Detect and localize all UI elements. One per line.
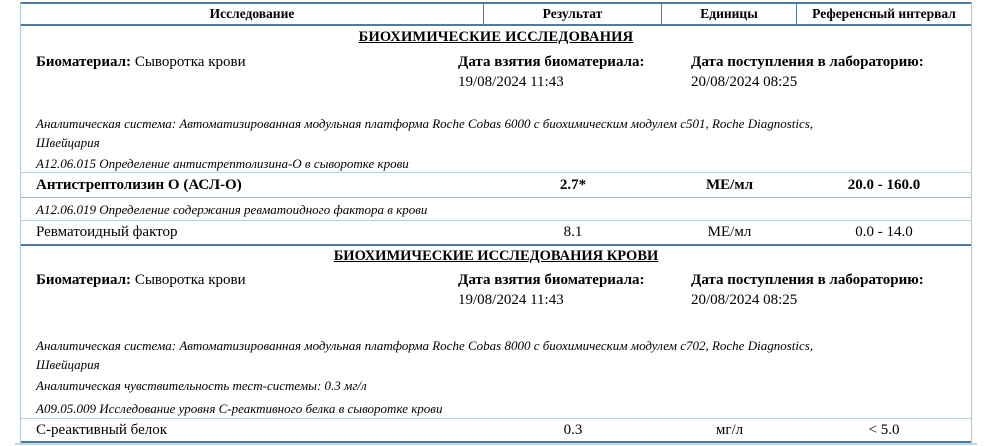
analytic-system-line2: Швейцария [36,135,100,150]
collection-date-label: Дата взятия биоматериала: [458,54,645,70]
table-header-row [21,2,971,26]
empty-cell [21,72,443,92]
test-row-aslo [21,172,971,198]
test-result: 2.7* [559,176,587,193]
test-name: Ревматоидный фактор [36,224,178,240]
test-units: МЕ/мл [706,176,753,193]
next-row-edge [15,443,977,445]
column-header-reference: Референсный интервал [812,6,956,21]
analytic-system-line2: Швейцария [36,357,100,372]
analytic-sensitivity-note: Аналитическая чувствительность тест-системы: 0.3 мг/л [36,378,367,393]
test-reference: 20.0 - 160.0 [847,176,921,193]
test-method-code: А09.05.009 Исследование уровня С-реактивного белка в сыворотке крови [36,401,443,416]
received-date-label: Дата поступления в лабораторию: [691,272,924,288]
biomaterial-row-values [21,290,971,310]
section-title-biochemistry [21,26,971,48]
biomaterial-row-values [21,72,971,92]
biomaterial-cell [21,270,443,290]
collection-date-label: Дата взятия биоматериала: [458,272,645,288]
column-header-units: Единицы [662,4,797,24]
column-header-study: Исследование [21,4,484,24]
test-result: 8.1 [563,224,583,240]
biomaterial-value: Сыворотка крови [134,272,246,288]
test-method-code: А12.06.019 Определение содержания ревматоидного фактора в крови [21,198,971,221]
biomaterial-cell [21,52,443,72]
test-reference: 0.0 - 14.0 [855,224,913,240]
analytic-system-line1: Аналитическая система: Автоматизированная модульная платформа Roche Cobas 8000 с биохимическим модулем c702, Roche Diagnostics, [36,338,814,353]
section-title-biochemistry-blood [21,246,971,266]
received-date-label: Дата поступления в лабораторию: [691,54,924,70]
biomaterial-value: Сыворотка крови [134,54,246,70]
biomaterial-label: Биоматериал: [36,272,132,288]
received-date-value: 20/08/2024 08:25 [691,292,798,308]
test-method-code: А12.06.015 Определение антистрептолизина-О в сыворотке крови [36,156,409,171]
test-row-c-reactive-protein [21,418,971,441]
results-table [20,2,972,443]
test-name: Антистрептолизин О (АСЛ-О) [36,176,242,193]
test-name: С-реактивный белок [36,421,168,438]
biomaterial-row-labels [21,270,971,290]
received-date-value: 20/08/2024 08:25 [691,74,798,90]
test-units: МЕ/мл [707,224,752,240]
empty-cell [21,290,443,310]
test-units: мг/л [715,421,744,438]
analytic-system-line1: Аналитическая система: Автоматизированная модульная платформа Roche Cobas 6000 с биохимическим модулем c501, Roche Diagnostics, [36,116,814,131]
analytic-system-note [21,114,971,152]
test-row-rheumatoid-factor [21,221,971,244]
collection-date-value: 19/08/2024 11:43 [458,74,564,90]
section-title-text: БИОХИМИЧЕСКИЕ ИССЛЕДОВАНИЯ [358,28,634,45]
collection-date-value: 19/08/2024 11:43 [458,292,564,308]
section-title-text: БИОХИМИЧЕСКИЕ ИССЛЕДОВАНИЯ КРОВИ [333,247,659,264]
column-header-result: Результат [484,4,662,24]
biomaterial-row-labels [21,52,971,72]
test-result: 0.3 [563,421,583,438]
test-reference: < 5.0 [868,421,900,438]
analytic-system-note [21,336,971,374]
biomaterial-label: Биоматериал: [36,54,132,70]
